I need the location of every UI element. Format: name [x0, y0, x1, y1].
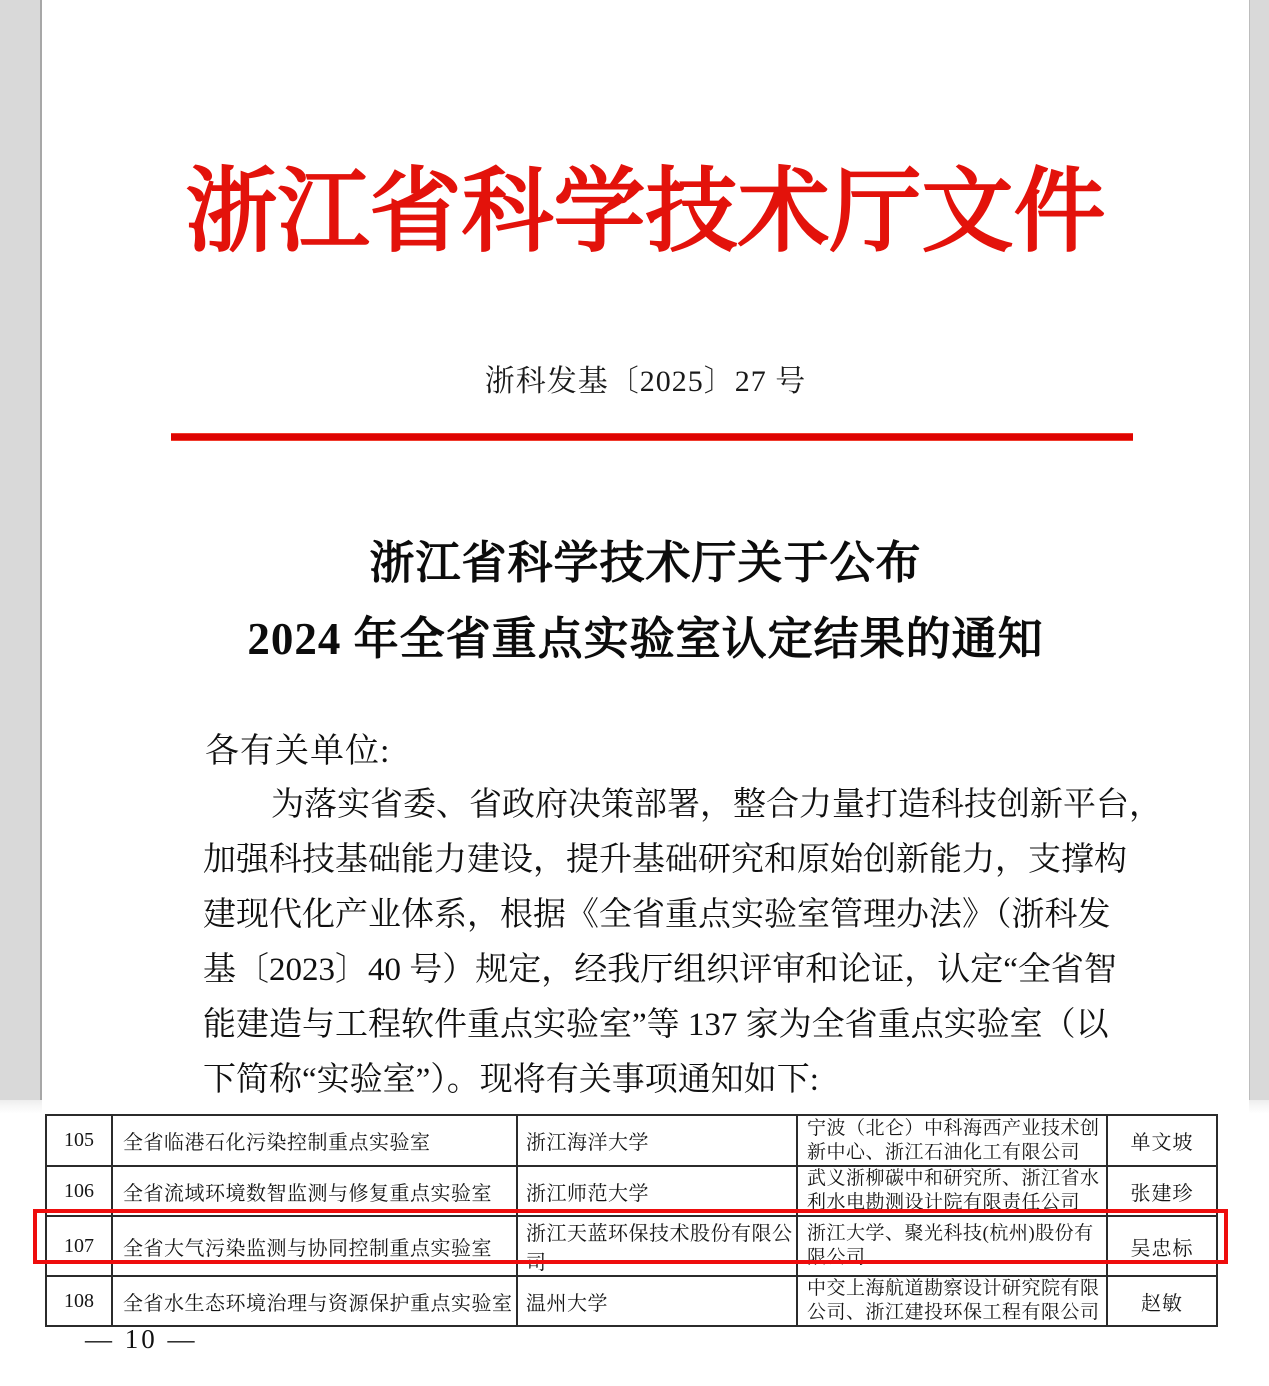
table-row [46, 1166, 1217, 1216]
lab-name-cell: 全省水生态环境治理与资源保护重点实验室 [112, 1276, 517, 1326]
row-number-cell: 108 [46, 1276, 112, 1326]
director-cell: 单文坡 [1107, 1115, 1217, 1166]
table-row [46, 1276, 1217, 1326]
paragraph-line: 下简称“实验室”）。现将有关事项通知如下: [203, 1062, 819, 1098]
row-number-cell: 107 [46, 1216, 112, 1276]
paragraph-line: 能建造与工程软件重点实验室”等 137 家为全省重点实验室（以 [203, 1007, 1109, 1043]
paragraph-line: 建现代化产业体系，根据《全省重点实验室管理办法》（浙科发 [203, 897, 1111, 933]
paragraph-line: 为落实省委、省政府决策部署，整合力量打造科技创新平台， [271, 787, 1162, 823]
lab-name-cell: 全省流域环境数智监测与修复重点实验室 [112, 1166, 517, 1216]
notice-title-line2: 2024 年全省重点实验室认定结果的通知 [247, 614, 1044, 664]
table-row-highlighted [46, 1216, 1217, 1276]
page-number: — 10 — [85, 1324, 198, 1354]
notice-title-line1: 浙江省科学技术厅关于公布 [369, 538, 922, 588]
partners-cell: 宁波（北仑）中科海西产业技术创新中心、浙江石油化工有限公司 [797, 1115, 1107, 1166]
salutation: 各有关单位: [205, 733, 391, 770]
director-cell: 张建珍 [1107, 1166, 1217, 1216]
paragraph-line: 基〔2023〕40 号）规定，经我厅组织评审和论证，认定“全省智 [203, 952, 1117, 988]
body-paragraph [203, 778, 1162, 1108]
director-cell: 吴忠标 [1107, 1216, 1217, 1276]
letterhead-title: 浙江省科学技术厅文件 [185, 161, 1106, 263]
lab-name-cell: 全省临港石化污染控制重点实验室 [112, 1115, 517, 1166]
row-number-cell: 106 [46, 1166, 112, 1216]
lab-name-cell: 全省大气污染监测与协同控制重点实验室 [112, 1216, 517, 1276]
row-number-cell: 105 [46, 1115, 112, 1166]
labs-table [45, 1114, 1218, 1327]
paragraph-line: 加强科技基础能力建设，提升基础研究和原始创新能力，支撑构 [203, 842, 1127, 878]
document-page [42, 0, 1249, 1113]
institution-cell: 浙江海洋大学 [517, 1115, 797, 1166]
partners-cell: 武义浙柳碳中和研究所、浙江省水利水电勘测设计院有限责任公司 [797, 1166, 1107, 1216]
partners-cell: 浙江大学、聚光科技(杭州)股份有限公司 [797, 1216, 1107, 1276]
document-number: 浙科发基〔2025〕27 号 [484, 365, 807, 398]
institution-cell: 温州大学 [517, 1276, 797, 1326]
table-row [46, 1115, 1217, 1166]
viewer-left-margin [0, 0, 42, 1112]
institution-cell: 浙江师范大学 [517, 1166, 797, 1216]
partners-cell: 中交上海航道勘察设计研究院有限公司、浙江建投环保工程有限公司 [797, 1276, 1107, 1326]
viewer-right-margin [1248, 0, 1269, 1110]
red-divider-line [171, 433, 1133, 441]
director-cell: 赵敏 [1107, 1276, 1217, 1326]
institution-cell: 浙江天蓝环保技术股份有限公司 [517, 1216, 797, 1276]
